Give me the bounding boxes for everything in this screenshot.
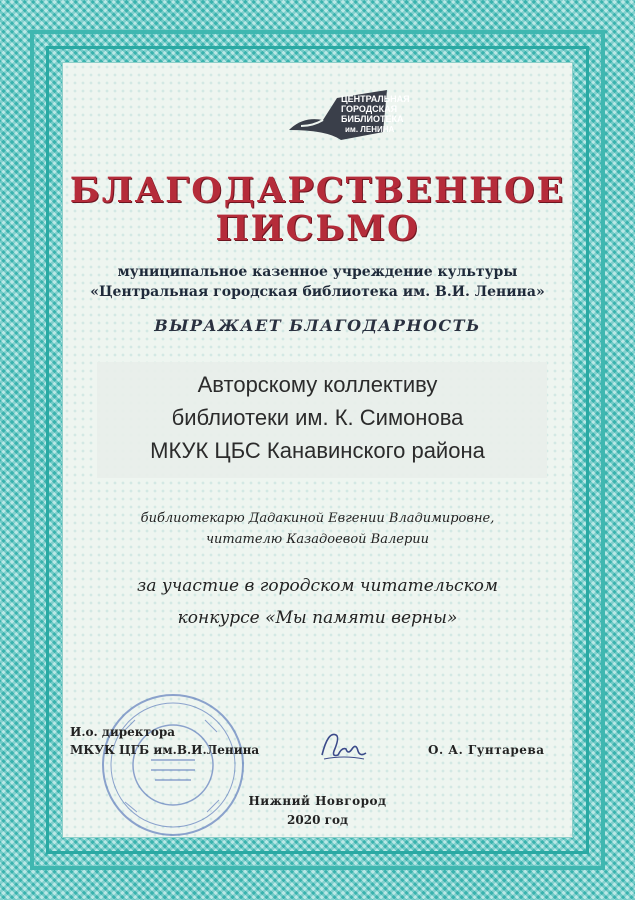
- logo-line-1: ЦЕНТРАЛЬНАЯ: [341, 94, 410, 104]
- recipient-line-1: Авторскому коллективу: [197, 372, 438, 397]
- signatory-name: О. А. Гунтарева: [428, 743, 545, 757]
- logo-line-3: БИБЛИОТЕКА: [341, 114, 404, 124]
- reason-line-2: конкурсе «Мы памяти верны»: [177, 608, 458, 628]
- signature-icon: [318, 725, 370, 765]
- title-line-2: ПИСЬМО: [215, 208, 420, 249]
- organization-line-2: «Центральная городская библиотека им. В.И. Ленина»: [90, 284, 545, 300]
- thanks-heading: ВЫРАЖАЕТ БЛАГОДАРНОСТЬ: [154, 316, 481, 335]
- city: Нижний Новгород: [248, 794, 387, 808]
- reason-line-1: за участие в городском читательском: [137, 576, 498, 596]
- organization-line-1: муниципальное казенное учреждение культуры: [117, 264, 518, 280]
- recipient-line-3: МКУК ЦБС Канавинского района: [150, 438, 485, 463]
- library-logo-icon: [283, 86, 410, 148]
- persons-line-2: читателю Казадоевой Валерии: [205, 532, 430, 547]
- logo-line-2: ГОРОДСКАЯ: [341, 104, 398, 114]
- title-line-1: БЛАГОДАРСТВЕННОЕ: [69, 170, 566, 211]
- signatory-position-line-1: И.о. директора: [70, 725, 176, 739]
- year: 2020 год: [287, 813, 348, 827]
- persons-line-1: библиотекарю Дадакиной Евгении Владимировне,: [140, 511, 495, 526]
- logo-line-4: им. ЛЕНИНА: [345, 125, 395, 134]
- signatory-position-line-2: МКУК ЦГБ им.В.И.Ленина: [70, 743, 260, 757]
- recipient-line-2: библиотеки им. К. Симонова: [171, 405, 464, 430]
